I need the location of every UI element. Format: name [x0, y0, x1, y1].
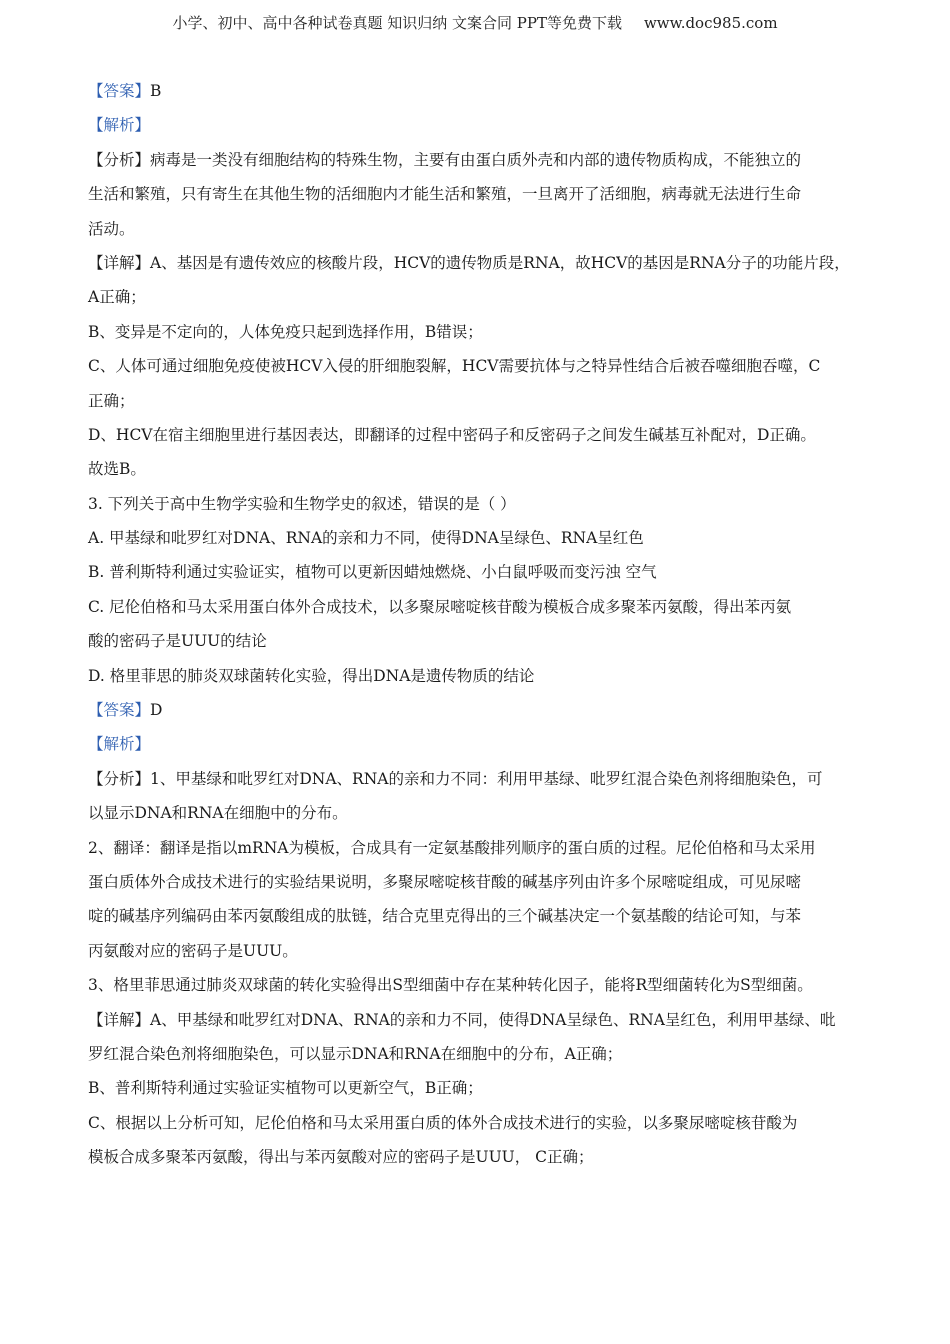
- q3-fenxi-line-5: 啶的碱基序列编码由苯丙氨酸组成的肽链，结合克里克得出的三个碱基决定一个氨基酸的结论可知，与苯: [88, 907, 802, 926]
- xiangjie-tag: 【详解】: [88, 253, 151, 272]
- q3-fenxi-line-7: 3、格里菲思通过肺炎双球菌的转化实验得出S型细菌中存在某种转化因子，能将R型细菌转化为S型细菌。: [88, 976, 813, 995]
- fenxi-tag: 【分析】: [88, 150, 151, 169]
- q2-xiangjie-line-1: [88, 246, 878, 280]
- q2-xiangjie-line-4: C、人体可通过细胞免疫使被HCV入侵的肝细胞裂解，HCV需要抗体与之特异性结合后被吞噬细胞吞噬，C: [88, 357, 821, 376]
- answer-value: B: [150, 82, 162, 100]
- q3-option-b: B. 普利斯特利通过实验证实，植物可以更新因蜡烛燃烧、小白鼠呼吸而变污浊 空气: [88, 563, 657, 582]
- q3-answer-line: [88, 693, 878, 727]
- page-header: [0, 12, 950, 33]
- q3-xiangjie-line-5: 模板合成多聚苯丙氨酸，得出与苯丙氨酸对应的密码子是UUU， C正确；: [88, 1148, 594, 1167]
- q3-option-c: C. 尼伦伯格和马太采用蛋白体外合成技术，以多聚尿嘧啶核苷酸为模板合成多聚苯丙氨酸，得出苯丙氨: [88, 597, 792, 616]
- analysis-tag: 【解析】: [88, 735, 151, 754]
- xiangjie-text: A、甲基绿和吡罗红对DNA、RNA的亲和力不同，使得DNA呈绿色、RNA呈红色，利用甲基绿、吡: [150, 1010, 836, 1029]
- fenxi-tag: 【分析】: [88, 769, 151, 788]
- xiangjie-tag: 【详解】: [88, 1010, 151, 1029]
- q3-xiangjie-line-4: C、根据以上分析可知，尼伦伯格和马太采用蛋白质的体外合成技术进行的实验，以多聚尿嘧啶核苷酸为: [88, 1113, 798, 1132]
- q2-xiangjie-line-7: 故选B。: [88, 460, 146, 479]
- document-body: [88, 74, 878, 1175]
- q3-fenxi-line-3: 2、翻译：翻译是指以mRNA为模板，合成具有一定氨基酸排列顺序的蛋白质的过程。尼伦伯格和马太采用: [88, 838, 816, 857]
- q3-fenxi-line-6: 丙氨酸对应的密码子是UUU。: [88, 941, 298, 960]
- q3-xiangjie-line-1: [88, 1003, 878, 1037]
- q2-xiangjie-line-2: A正确；: [88, 288, 146, 307]
- q3-analysis-line: [88, 727, 878, 761]
- q2-fenxi-line-3: 活动。: [88, 219, 135, 238]
- q3-fenxi-line-4: 蛋白质体外合成技术进行的实验结果说明，多聚尿嘧啶核苷酸的碱基序列由许多个尿嘧啶组成，可见尿嘧: [88, 872, 802, 891]
- answer-tag: 【答案】: [88, 701, 151, 720]
- q3-fenxi-line-2: 以显示DNA和RNA在细胞中的分布。: [88, 804, 348, 823]
- header-text: 小学、初中、高中各种试卷真题 知识归纳 文案合同 PPT等免费下载: [172, 14, 622, 32]
- q2-fenxi-line-2: 生活和繁殖，只有寄生在其他生物的活细胞内才能生活和繁殖，一旦离开了活细胞，病毒就无法进行生命: [88, 185, 802, 204]
- q2-xiangjie-line-5: 正确；: [88, 391, 135, 410]
- q2-analysis-line: [88, 108, 878, 142]
- q3-fenxi-line-1: [88, 762, 878, 796]
- analysis-tag: 【解析】: [88, 116, 151, 135]
- q3-option-a: A. 甲基绿和吡罗红对DNA、RNA的亲和力不同，使得DNA呈绿色、RNA呈红色: [88, 529, 644, 548]
- xiangjie-text: A、基因是有遗传效应的核酸片段，HCV的遗传物质是RNA，故HCV的基因是RNA分子的功能片段，: [150, 253, 850, 272]
- q3-stem: 3. 下列关于高中生物学实验和生物学史的叙述，错误的是（ ）: [88, 494, 516, 513]
- fenxi-text: 1、甲基绿和吡罗红对DNA、RNA的亲和力不同：利用甲基绿、吡罗红混合染色剂将细胞染色，可: [150, 769, 823, 788]
- q2-fenxi-line-1: [88, 143, 878, 177]
- q2-xiangjie-line-3: B、变异是不定向的，人体免疫只起到选择作用，B错误；: [88, 322, 483, 341]
- q2-answer-line: [88, 74, 878, 108]
- q3-xiangjie-line-2: 罗红混合染色剂将细胞染色，可以显示DNA和RNA在细胞中的分布，A正确；: [88, 1044, 623, 1063]
- q2-xiangjie-line-6: D、HCV在宿主细胞里进行基因表达，即翻译的过程中密码子和反密码子之间发生碱基互补配对，D正确。: [88, 425, 816, 444]
- q3-xiangjie-line-3: B、普利斯特利通过实验证实植物可以更新空气，B正确；: [88, 1079, 483, 1098]
- q3-option-d: D. 格里菲思的肺炎双球菌转化实验，得出DNA是遗传物质的结论: [88, 666, 535, 685]
- answer-value: D: [150, 701, 163, 720]
- answer-tag: 【答案】: [88, 82, 151, 100]
- q3-option-c-cont: 酸的密码子是UUU的结论: [88, 632, 267, 651]
- header-url[interactable]: www.doc985.com: [643, 14, 778, 32]
- fenxi-text: 病毒是一类没有细胞结构的特殊生物，主要有由蛋白质外壳和内部的遗传物质构成，不能独立的: [150, 150, 802, 169]
